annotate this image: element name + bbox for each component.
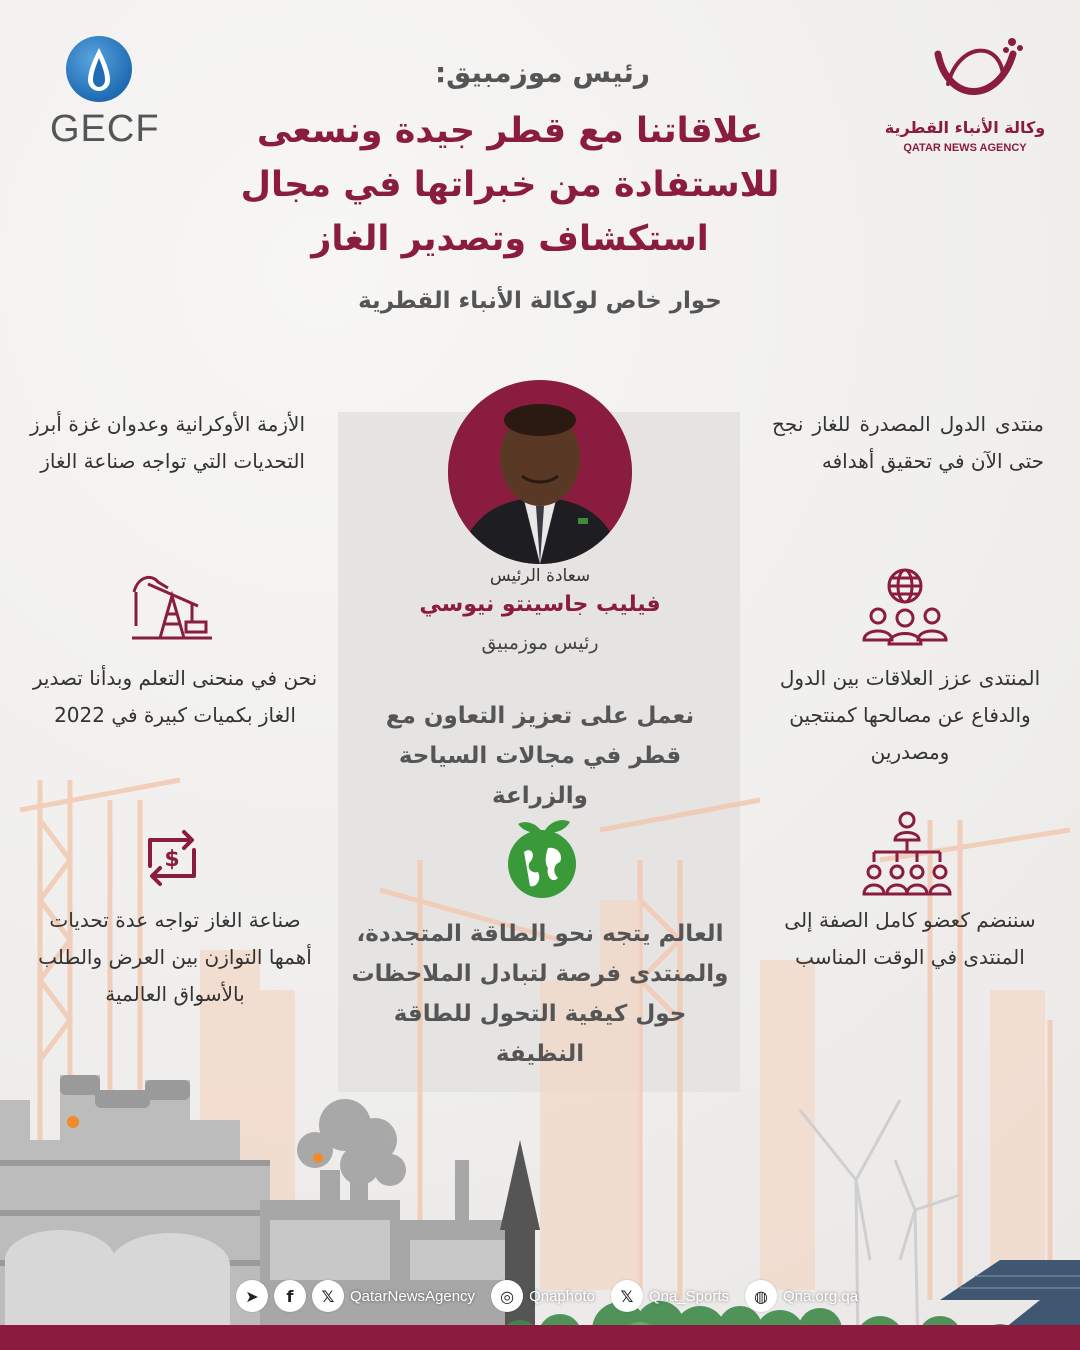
left-item-2: نحن في منحنى التعلم وبدأنا تصدير الغاز بكميات كبيرة في 2022 [32,666,318,727]
left-item-3: صناعة الغاز تواجه عدة تحديات أهمها التوازن بين العرض والطلب بالأسواق العالمية [38,908,312,1006]
instagram-icon[interactable]: ◎ [491,1280,523,1312]
gecf-logo-text: GECF [50,108,160,150]
headline-kicker: رئيس موزمبيق: [434,56,650,89]
president-portrait [448,380,632,564]
center-quote-bottom: العالم يتجه نحو الطاقة المتجددة، والمنتدى فرصة لتبادل الملاحظات حول كيفية التحول للطاقة النظيفة [351,921,729,1067]
social-footer [236,1276,859,1316]
svg-text:$: $ [164,847,180,872]
social-handle-qatarnewsagency[interactable]: QatarNewsAgency [350,1287,476,1305]
oil-pump-icon [128,570,214,642]
center-quote-top: نعمل على تعزيز التعاون مع قطر في مجالات السياحة والزراعة [385,703,695,809]
facebook-icon[interactable]: f [274,1280,306,1312]
social-handle-qnaphoto[interactable]: Qnaphoto [529,1287,595,1305]
dollar-exchange-icon [140,826,204,890]
gecf-logo-icon [66,36,132,102]
x-twitter-sports-icon[interactable]: 𝕏 [611,1280,643,1312]
president-name: فيليب جاسينتو نيوسي [419,592,661,617]
right-item-3: سننضم كعضو كامل الصفة إلى المنتدى في الوقت المناسب [784,908,1036,969]
qna-logo-icon [928,34,1028,114]
globe-website-icon[interactable]: ◍ [745,1280,777,1312]
social-handle-qna-sports[interactable]: Qna_Sports [648,1287,729,1305]
qna-name-arabic: وكالة الأنباء القطرية [884,118,1046,137]
org-chart-icon [862,810,952,898]
qna-name-english: QATAR NEWS AGENCY [903,142,1027,154]
right-item-2: المنتدى عزز العلاقات بين الدول والدفاع عن مصالحها كمنتجين ومصدرين [779,666,1041,764]
subtitle: حوار خاص لوكالة الأنباء القطرية [358,288,722,314]
global-network-icon [858,566,952,646]
telegram-icon[interactable]: ➤ [236,1280,268,1312]
left-item-1: الأزمة الأوكرانية وعدوان غزة أبرز التحديات التي تواجه صناعة الغاز [30,412,305,473]
website-link[interactable]: Qna.org.qa [783,1287,859,1305]
right-item-1: منتدى الدول المصدرة للغاز نجح حتى الآن في تحقيق أهدافه [772,412,1044,473]
president-title: سعادة الرئيس [489,566,591,586]
x-twitter-icon[interactable]: 𝕏 [312,1280,344,1312]
president-role: رئيس موزمبيق [481,632,599,654]
headline: علاقاتنا مع قطر جيدة ونسعى للاستفادة من خبراتها في مجال استكشاف وتصدير الغاز [240,111,780,259]
eco-globe-icon [502,816,582,900]
